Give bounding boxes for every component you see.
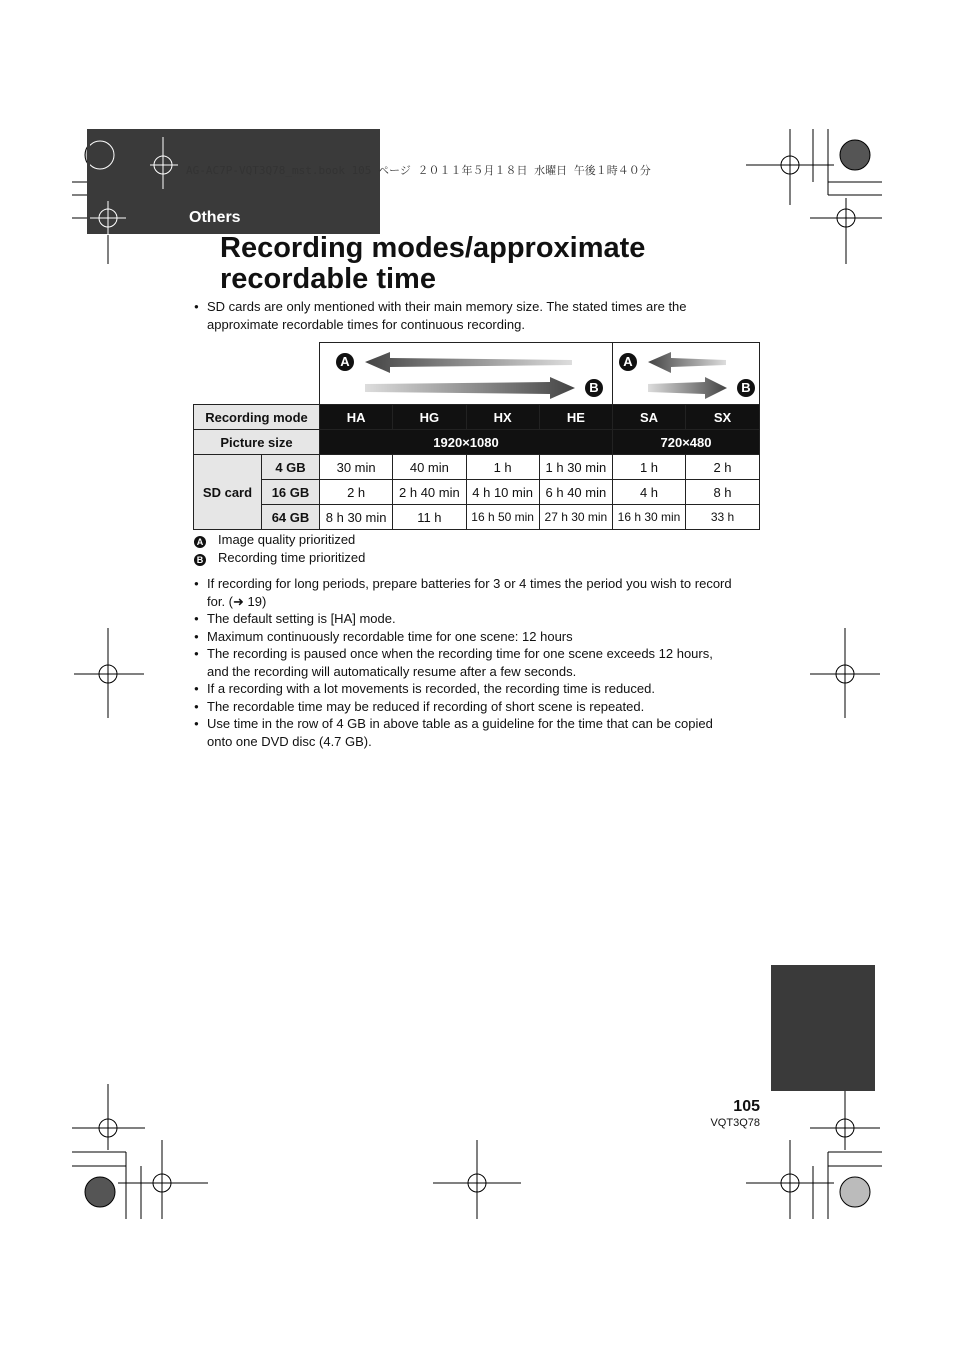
table-row: SD card 4 GB 30 min 40 min 1 h 1 h 30 min 1 h 2 h xyxy=(194,455,760,480)
legend-item-a: A Image quality prioritized xyxy=(194,532,355,548)
print-header-line: AG-AC7P-VQT3Q78_mst.book 105 ページ ２０１１年５月１８日 水曜日 午後１時４０分 xyxy=(186,164,651,177)
legend-item-b: B Recording time prioritized xyxy=(194,550,365,566)
marker-b-icon: B xyxy=(737,379,755,397)
list-item: ● If a recording with a lot movements is recorded, the recording time is reduced. xyxy=(194,680,764,698)
recording-mode-row: Recording mode HA HG HX HE SA SX xyxy=(194,405,760,430)
list-item: ● If recording for long periods, prepare batteries for 3 or 4 times the period you wish to record for. (➜ 19) xyxy=(194,575,764,610)
marker-a-icon: A xyxy=(194,536,206,548)
registration-target-icon xyxy=(90,137,180,237)
marker-b-icon: B xyxy=(585,379,603,397)
list-item: ● The recording is paused once when the recording time for one scene exceeds 12 hours, and the recording will automatically resume after a few seconds. xyxy=(194,645,764,680)
intro-item: ● SD cards are only mentioned with their main memory size. The stated times are the approximate recordable times for continuous recording. xyxy=(194,298,764,333)
title-line-1: Recording modes/approximate xyxy=(220,232,646,264)
model-code: VQT3Q78 xyxy=(710,1117,760,1129)
marker-a-icon: A xyxy=(336,353,354,371)
sd-priority-arrows xyxy=(613,343,760,405)
page-title xyxy=(220,233,820,295)
arrow-right-icon xyxy=(648,377,727,399)
table-row: 64 GB 8 h 30 min 11 h 16 h 50 min 27 h 30 min 16 h 30 min 33 h xyxy=(194,505,760,530)
hd-priority-arrows xyxy=(320,343,613,405)
intro-list xyxy=(194,298,764,333)
table-row: 16 GB 2 h 2 h 40 min 4 h 10 min 6 h 40 min 4 h 8 h xyxy=(194,480,760,505)
section-label: Others xyxy=(189,209,241,226)
arrow-right-icon xyxy=(365,377,575,399)
page-number: 105 xyxy=(733,1098,760,1115)
list-item: ● The recordable time may be reduced if recording of short scene is repeated. xyxy=(194,698,764,716)
priority-arrows-hd xyxy=(320,344,612,404)
arrow-left-icon xyxy=(648,352,726,373)
arrow-left-icon xyxy=(365,352,572,373)
recording-time-table xyxy=(193,342,760,530)
notes-list xyxy=(194,575,764,750)
marker-b-icon: B xyxy=(194,554,206,566)
list-item: ● Use time in the row of 4 GB in above table as a guideline for the time that can be copied onto one DVD disc (4.7 GB). xyxy=(194,715,764,750)
marker-a-icon: A xyxy=(619,353,637,371)
list-item: ● Maximum continuously recordable time for one scene: 12 hours xyxy=(194,628,764,646)
side-thumb-tab xyxy=(771,965,875,1091)
priority-arrows-sd xyxy=(613,344,759,404)
title-line-2: recordable time xyxy=(220,263,436,295)
picture-size-row: Picture size 1920×1080 720×480 xyxy=(194,430,760,455)
list-item: ● The default setting is [HA] mode. xyxy=(194,610,764,628)
